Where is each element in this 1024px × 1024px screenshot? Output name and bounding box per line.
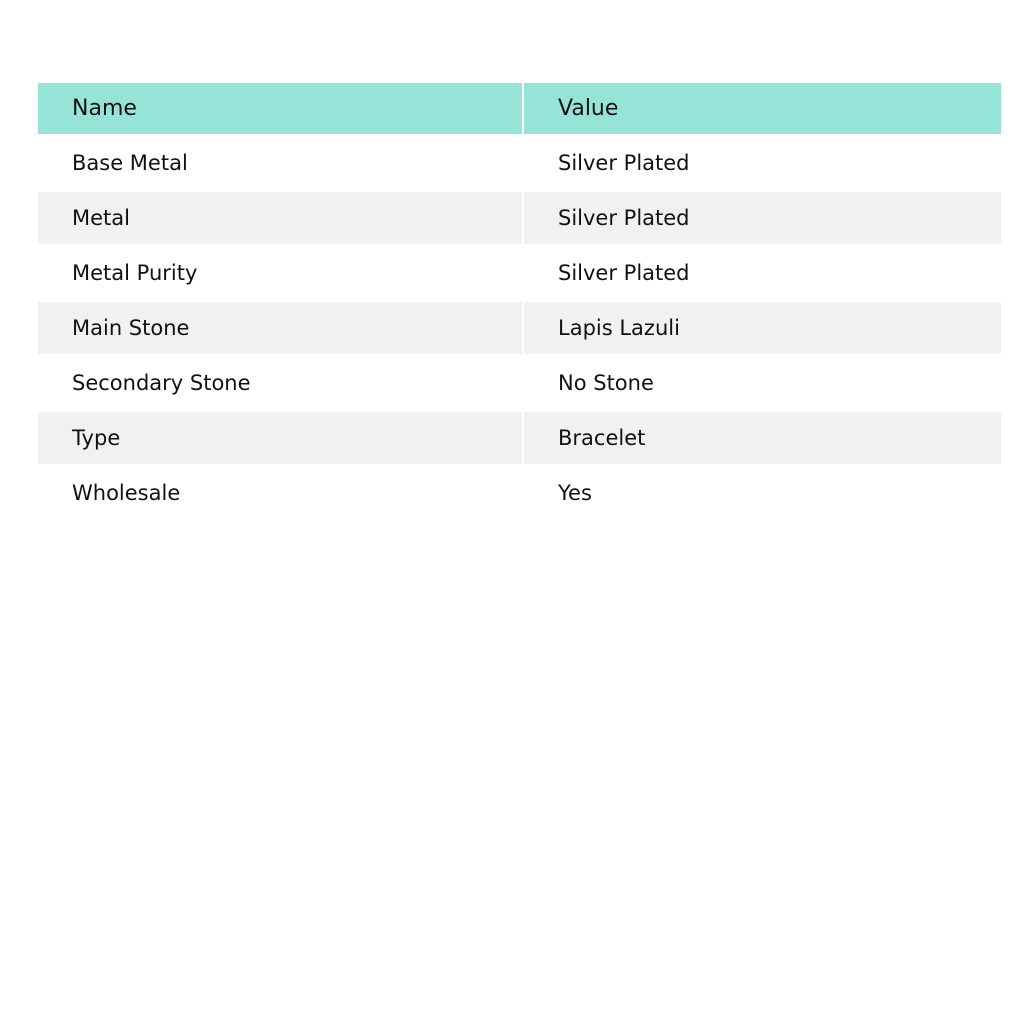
row-name-cell: Main Stone	[38, 302, 523, 354]
table-row	[38, 412, 1001, 464]
table-body	[38, 134, 1001, 522]
table-header	[38, 83, 1001, 134]
table-row	[38, 302, 1001, 354]
header-row	[38, 83, 1001, 134]
row-value-cell: Silver Plated	[523, 244, 1001, 302]
specifications-table	[38, 83, 1001, 522]
row-name-cell: Metal Purity	[38, 244, 523, 302]
row-name-cell: Base Metal	[38, 134, 523, 192]
row-name-cell: Wholesale	[38, 464, 523, 522]
table-row	[38, 244, 1001, 302]
value-column-header: Value	[523, 83, 1001, 134]
table-row	[38, 464, 1001, 522]
row-value-cell: No Stone	[523, 354, 1001, 412]
row-value-cell: Yes	[523, 464, 1001, 522]
row-value-cell: Bracelet	[523, 412, 1001, 464]
row-value-cell: Silver Plated	[523, 192, 1001, 244]
table-row	[38, 354, 1001, 412]
row-name-cell: Metal	[38, 192, 523, 244]
table-row	[38, 192, 1001, 244]
row-value-cell: Lapis Lazuli	[523, 302, 1001, 354]
row-value-cell: Silver Plated	[523, 134, 1001, 192]
table-row	[38, 134, 1001, 192]
name-column-header: Name	[38, 83, 523, 134]
row-name-cell: Type	[38, 412, 523, 464]
row-name-cell: Secondary Stone	[38, 354, 523, 412]
